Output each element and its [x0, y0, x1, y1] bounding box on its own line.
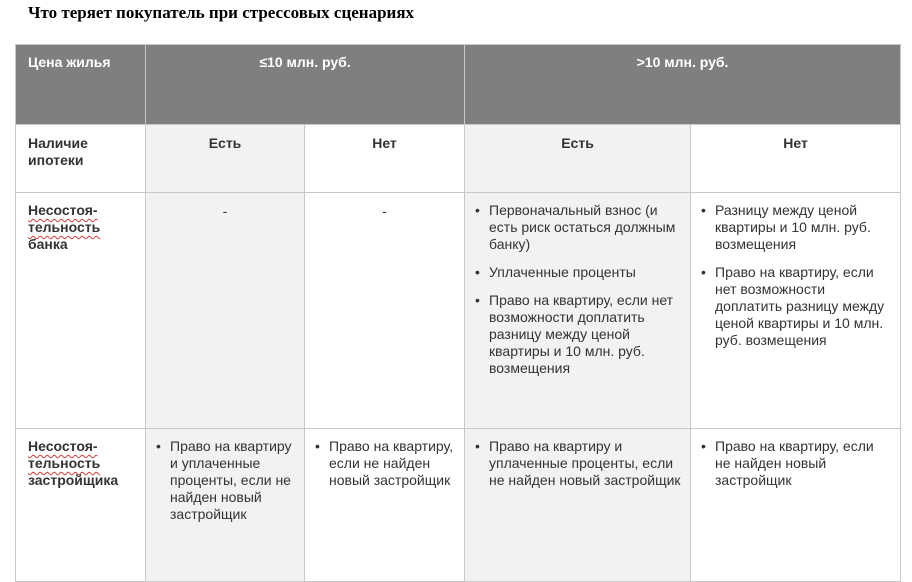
stress-scenarios-table — [15, 44, 901, 582]
list-item: • Уплаченные проценты — [475, 264, 682, 281]
list-item: • Право на квартиру, если нет возможности доплатить разницу между ценой квартиры и 10 млн. руб. возмещения — [701, 264, 892, 349]
bank-insolvency-row — [16, 193, 901, 429]
list-item: • Право на квартиру, если не найден новый застройщик — [701, 438, 892, 489]
list-item: • Право на квартиру, если не найден новый застройщик — [315, 438, 456, 489]
bank-insolvency-header — [16, 193, 146, 429]
developer-insolvency-header — [16, 429, 146, 582]
bank-low-no-cell: - — [305, 193, 465, 429]
list-item: • Право на квартиру и уплаченные проценты, если не найден новый застройщик — [156, 438, 296, 523]
col-low-mortgage-yes: Есть — [146, 125, 305, 193]
list-item: • Право на квартиру, если нет возможности доплатить разницу между ценой квартиры и 10 млн. руб. возмещения — [475, 292, 682, 377]
bank-low-yes-cell: - — [146, 193, 305, 429]
group-high-price-header: >10 млн. руб. — [465, 45, 901, 125]
developer-low-no-cell — [305, 429, 465, 582]
price-row-header: Цена жилья — [16, 45, 146, 125]
col-low-mortgage-no: Нет — [305, 125, 465, 193]
bank-label-line2: тельность — [28, 219, 101, 235]
bank-label-line3: банка — [28, 236, 68, 252]
developer-low-yes-cell — [146, 429, 305, 582]
list-item: • Первоначальный взнос (и есть риск остаться должным банку) — [475, 202, 682, 253]
mortgage-label-line1: Наличие — [28, 135, 88, 151]
developer-high-no-list — [691, 429, 900, 506]
mortgage-row-header — [16, 125, 146, 193]
bank-label-line1: Несостоя- — [28, 202, 98, 218]
developer-high-yes-list — [465, 429, 690, 506]
page-title: Что теряет покупатель при стрессовых сценариях — [28, 3, 415, 22]
bank-high-yes-list — [465, 193, 690, 394]
developer-insolvency-row — [16, 429, 901, 582]
list-item: • Разницу между ценой квартиры и 10 млн. руб. возмещения — [701, 202, 892, 253]
bank-high-no-list — [691, 193, 900, 366]
developer-low-no-list — [305, 429, 464, 506]
developer-label-line2: тельность — [28, 455, 101, 471]
bank-high-yes-cell — [465, 193, 691, 429]
mortgage-row — [16, 125, 901, 193]
developer-label-line3: застройщика — [28, 472, 119, 488]
developer-high-no-cell — [691, 429, 901, 582]
bank-high-no-cell — [691, 193, 901, 429]
group-low-price-header: ≤10 млн. руб. — [146, 45, 465, 125]
price-row — [16, 45, 901, 125]
mortgage-label-line2: ипотеки — [28, 152, 84, 168]
col-high-mortgage-no: Нет — [691, 125, 901, 193]
list-item: • Право на квартиру и уплаченные проценты, если не найден новый застройщик — [475, 438, 682, 489]
developer-label-line1: Несостоя- — [28, 438, 98, 454]
developer-high-yes-cell — [465, 429, 691, 582]
col-high-mortgage-yes: Есть — [465, 125, 691, 193]
developer-low-yes-list — [146, 429, 304, 540]
